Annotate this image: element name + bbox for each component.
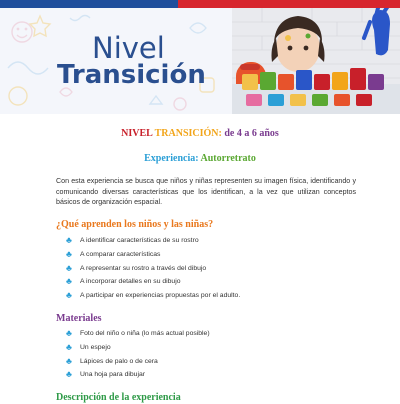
banner-title-line2: Transición — [57, 60, 206, 90]
top-bar-red — [178, 0, 400, 8]
list-item-text: Foto del niño o niña (lo más actual posible) — [80, 330, 210, 337]
list-item — [66, 343, 210, 357]
header-banner — [0, 8, 400, 114]
learn-list — [66, 236, 240, 305]
list-item — [66, 250, 240, 264]
experience-value: Autorretrato — [200, 153, 256, 164]
list-item — [66, 357, 210, 371]
list-item-text: Una hoja para dibujar — [80, 371, 145, 379]
club-bullet-icon: ♣ — [66, 262, 72, 273]
list-item-text: A incorporar detalles en su dibujo — [80, 278, 181, 286]
list-item — [66, 370, 210, 384]
club-bullet-icon: ♣ — [66, 355, 72, 366]
club-bullet-icon: ♣ — [66, 369, 72, 380]
list-item — [66, 329, 210, 343]
learn-section-title: ¿Qué aprenden los niños y las niñas? — [56, 219, 214, 230]
child-with-paint-photo — [232, 8, 400, 114]
banner-title-line1: Nivel — [92, 31, 165, 65]
experience-label: Experiencia: — [144, 153, 201, 164]
list-item — [66, 264, 240, 278]
level-heading-part2: TRANSICIÓN: — [154, 128, 225, 139]
club-bullet-icon: ♣ — [66, 341, 72, 352]
top-color-bar — [0, 0, 400, 8]
club-bullet-icon: ♣ — [66, 235, 72, 245]
materials-list — [66, 329, 210, 384]
list-item-text: A representar su rostro a través del dibujo — [80, 264, 207, 272]
list-item — [66, 236, 240, 250]
club-bullet-icon: ♣ — [66, 276, 72, 287]
club-bullet-icon: ♣ — [66, 328, 72, 338]
list-item-text: Un espejo — [80, 343, 111, 351]
list-item-text: Lápices de palo o de cera — [80, 357, 158, 365]
top-bar-blue — [0, 0, 178, 8]
level-heading-age: de 4 a 6 años — [224, 128, 279, 139]
materials-section-title: Materiales — [56, 313, 102, 324]
level-heading — [0, 128, 400, 140]
level-heading-part1: NIVEL — [121, 128, 155, 139]
description-section-title: Descripción de la experiencia — [56, 392, 181, 403]
list-item-text: A participar en experiencias propuestas por el adulto. — [80, 292, 241, 300]
club-bullet-icon: ♣ — [66, 290, 72, 301]
list-item-text: A comparar características — [80, 250, 161, 258]
list-item-text: A identificar características de su rostro — [80, 237, 199, 244]
club-bullet-icon: ♣ — [66, 248, 72, 259]
list-item — [66, 291, 240, 305]
intro-paragraph: Con esta experiencia se busca que niños y niñas representen su imagen física, identificando y comunicando diversas características que los identifican, a la vez que utilizan conceptos básicos de organización espacial. — [56, 177, 356, 206]
list-item — [66, 277, 240, 291]
experience-heading — [0, 153, 400, 165]
